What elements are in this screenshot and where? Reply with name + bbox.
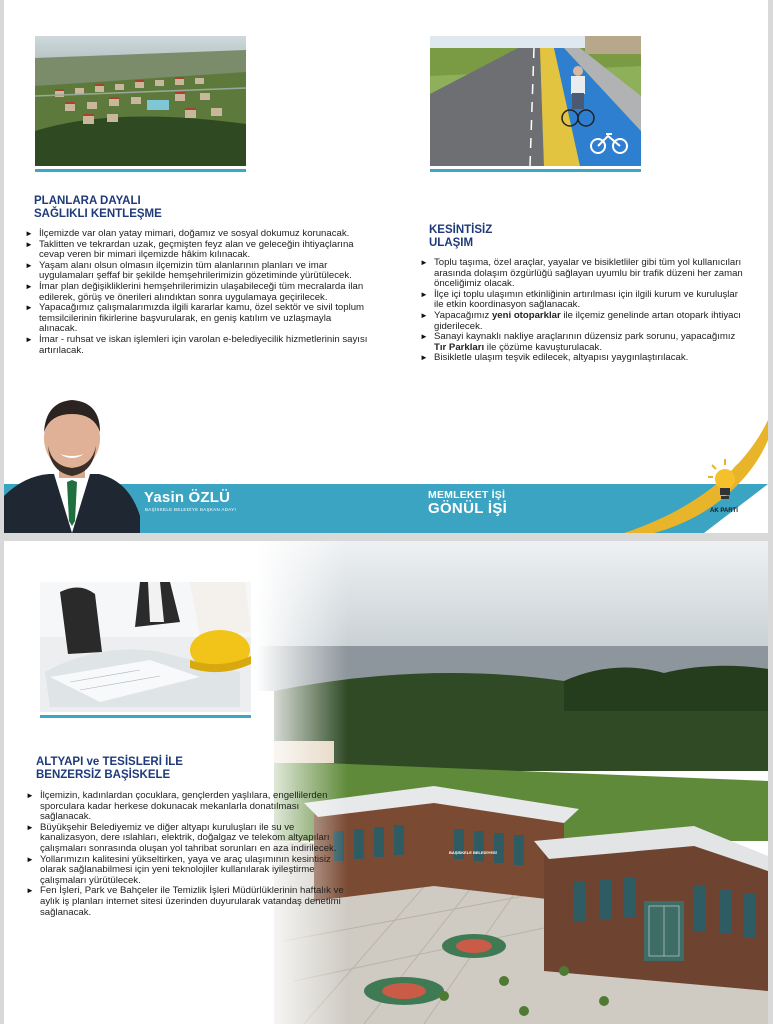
list-item: ► Fen İşleri, Park ve Bahçeler ile Temizlik İşleri Müdürlüklerinin haftalık ve aylık iş planları internet sitesi üzerinden duyurularak vatandaş denetimi sağlanacak. [26,885,344,918]
list-item: ► Yollarımızın kalitesini yükseltirken, yaya ve araç ulaşımının kesintisiz olarak sağlanabilmesi için yeni teknolojiler kullanılarak iyileştirme çalışmaları yürütülecek. [26,853,331,886]
construction-plans-photo [40,582,251,712]
list-item: ► İlçemizin, kadınlardan çocuklara, gençlerden yaşlılara, engellilerden sporculara kadar herkese dokunacak mekanlarla donatılması sağlanacak. [26,790,328,823]
slogan-line-2: GÖNÜL İŞİ [428,500,508,517]
list-item: ► Sanayi kaynaklı nakliye araçlarının düzensiz park sorunu, yapacağımız Tır Parkları ile çözüme kavuşturulacak. [420,331,736,353]
section-title-transport: KESİNTİSİZ ULAŞIM [429,224,493,249]
transport-bullet-list [420,258,750,364]
list-item: ► İmar - ruhsat ve iskan işlemleri için varolan e-belediyecilik hizmetlerinin sayısı artırılacak. [25,333,368,356]
list-item: ► Yapacağımız yeni otoparklar ile ilçemiz genelinde artan otopark ihtiyacı giderilecek. [420,309,741,332]
slogan-line-1: MEMLEKET İŞİ [428,489,506,501]
list-item: ► Büyükşehir Belediyemiz ve diğer altyapı kuruluşları ile su ve kanalizasyon, dere ıslahları, elektrik, doğalgaz ve telekom altyapıları çalışmaları sonrasında oluşan yol tahribat sorunları en aza indirilecek. [26,821,337,854]
section-title-infrastructure: ALTYAPI ve TESİSLERİ İLE BENZERSİZ BAŞİSKELE [36,756,183,781]
party-logo-icon [706,457,744,507]
list-item: ► İmar plan değişikliklerini hemşehrilerimizin ulaşabileceği tüm mecralarda ilan edilerek, görüş ve önerileri alındıktan sonra uygulamaya geçirilecek. [25,280,364,303]
photo-underline [430,169,641,172]
list-item: ► Bisikletle ulaşım teşvik edilecek, altyapısı yaygınlaştırılacak. [420,352,689,364]
section-title-planning: PLANLARA DAYALI SAĞLIKLI KENTLEŞME [34,195,162,220]
candidate-portrait [4,396,140,533]
bike-lane-photo [430,36,641,166]
photo-underline [35,169,246,172]
aerial-housing-photo [35,36,246,166]
candidate-title: BAŞİSKELE BELEDİYE BAŞKAN ADAYI [145,507,237,512]
list-item: ► Toplu taşıma, özel araçlar, yayalar ve bisikletliler gibi tüm yol kullanıcıları arasında dolaşım özgürlüğü sağlayan uyumlu bir trafik düzeni her zaman önceliğimiz olacak. [420,257,743,290]
candidate-name: Yasin ÖZLÜ [144,489,231,506]
brochure-page-2 [4,541,768,1024]
brochure-page-1 [4,0,768,533]
list-item: ► Taklitten ve tekrardan uzak, geçmişten feyz alan ve geleceğin ihtiyaçlarına cevap veren bir mimari ilçemizde hâkim kılınacak. [25,238,354,261]
building-sign: BAŞİSKELE BELEDİYESİ [449,850,497,855]
list-item: ► İlçe içi toplu ulaşımın etkinliğinin artırılması için ilgili kurum ve kuruluşlar ile etkin koordinasyon sağlanacak. [420,288,738,311]
infrastructure-bullet-list [26,791,346,918]
list-item: ► Yapacağımız çalışmalarımızda ilgili kararlar kamu, özel sektör ve sivil toplum temsilcilerinin fikirlerine başvurularak, en geniş katılım ve uzlaşmayla alınacak. [25,302,365,335]
planning-bullet-list [25,229,370,356]
list-item: ► İlçemizde var olan yatay mimari, doğamız ve sosyal dokumuz korunacak. [25,228,350,239]
party-name: AK PARTİ [710,508,738,514]
list-item: ► Yaşam alanı olsun olmasın ilçemizin tüm alanlarının planları ve imar uygulamaları şeffaf bir şekilde hemşehrilerimizin gözetiminde yürütülecek. [25,259,352,282]
photo-underline [40,715,251,718]
